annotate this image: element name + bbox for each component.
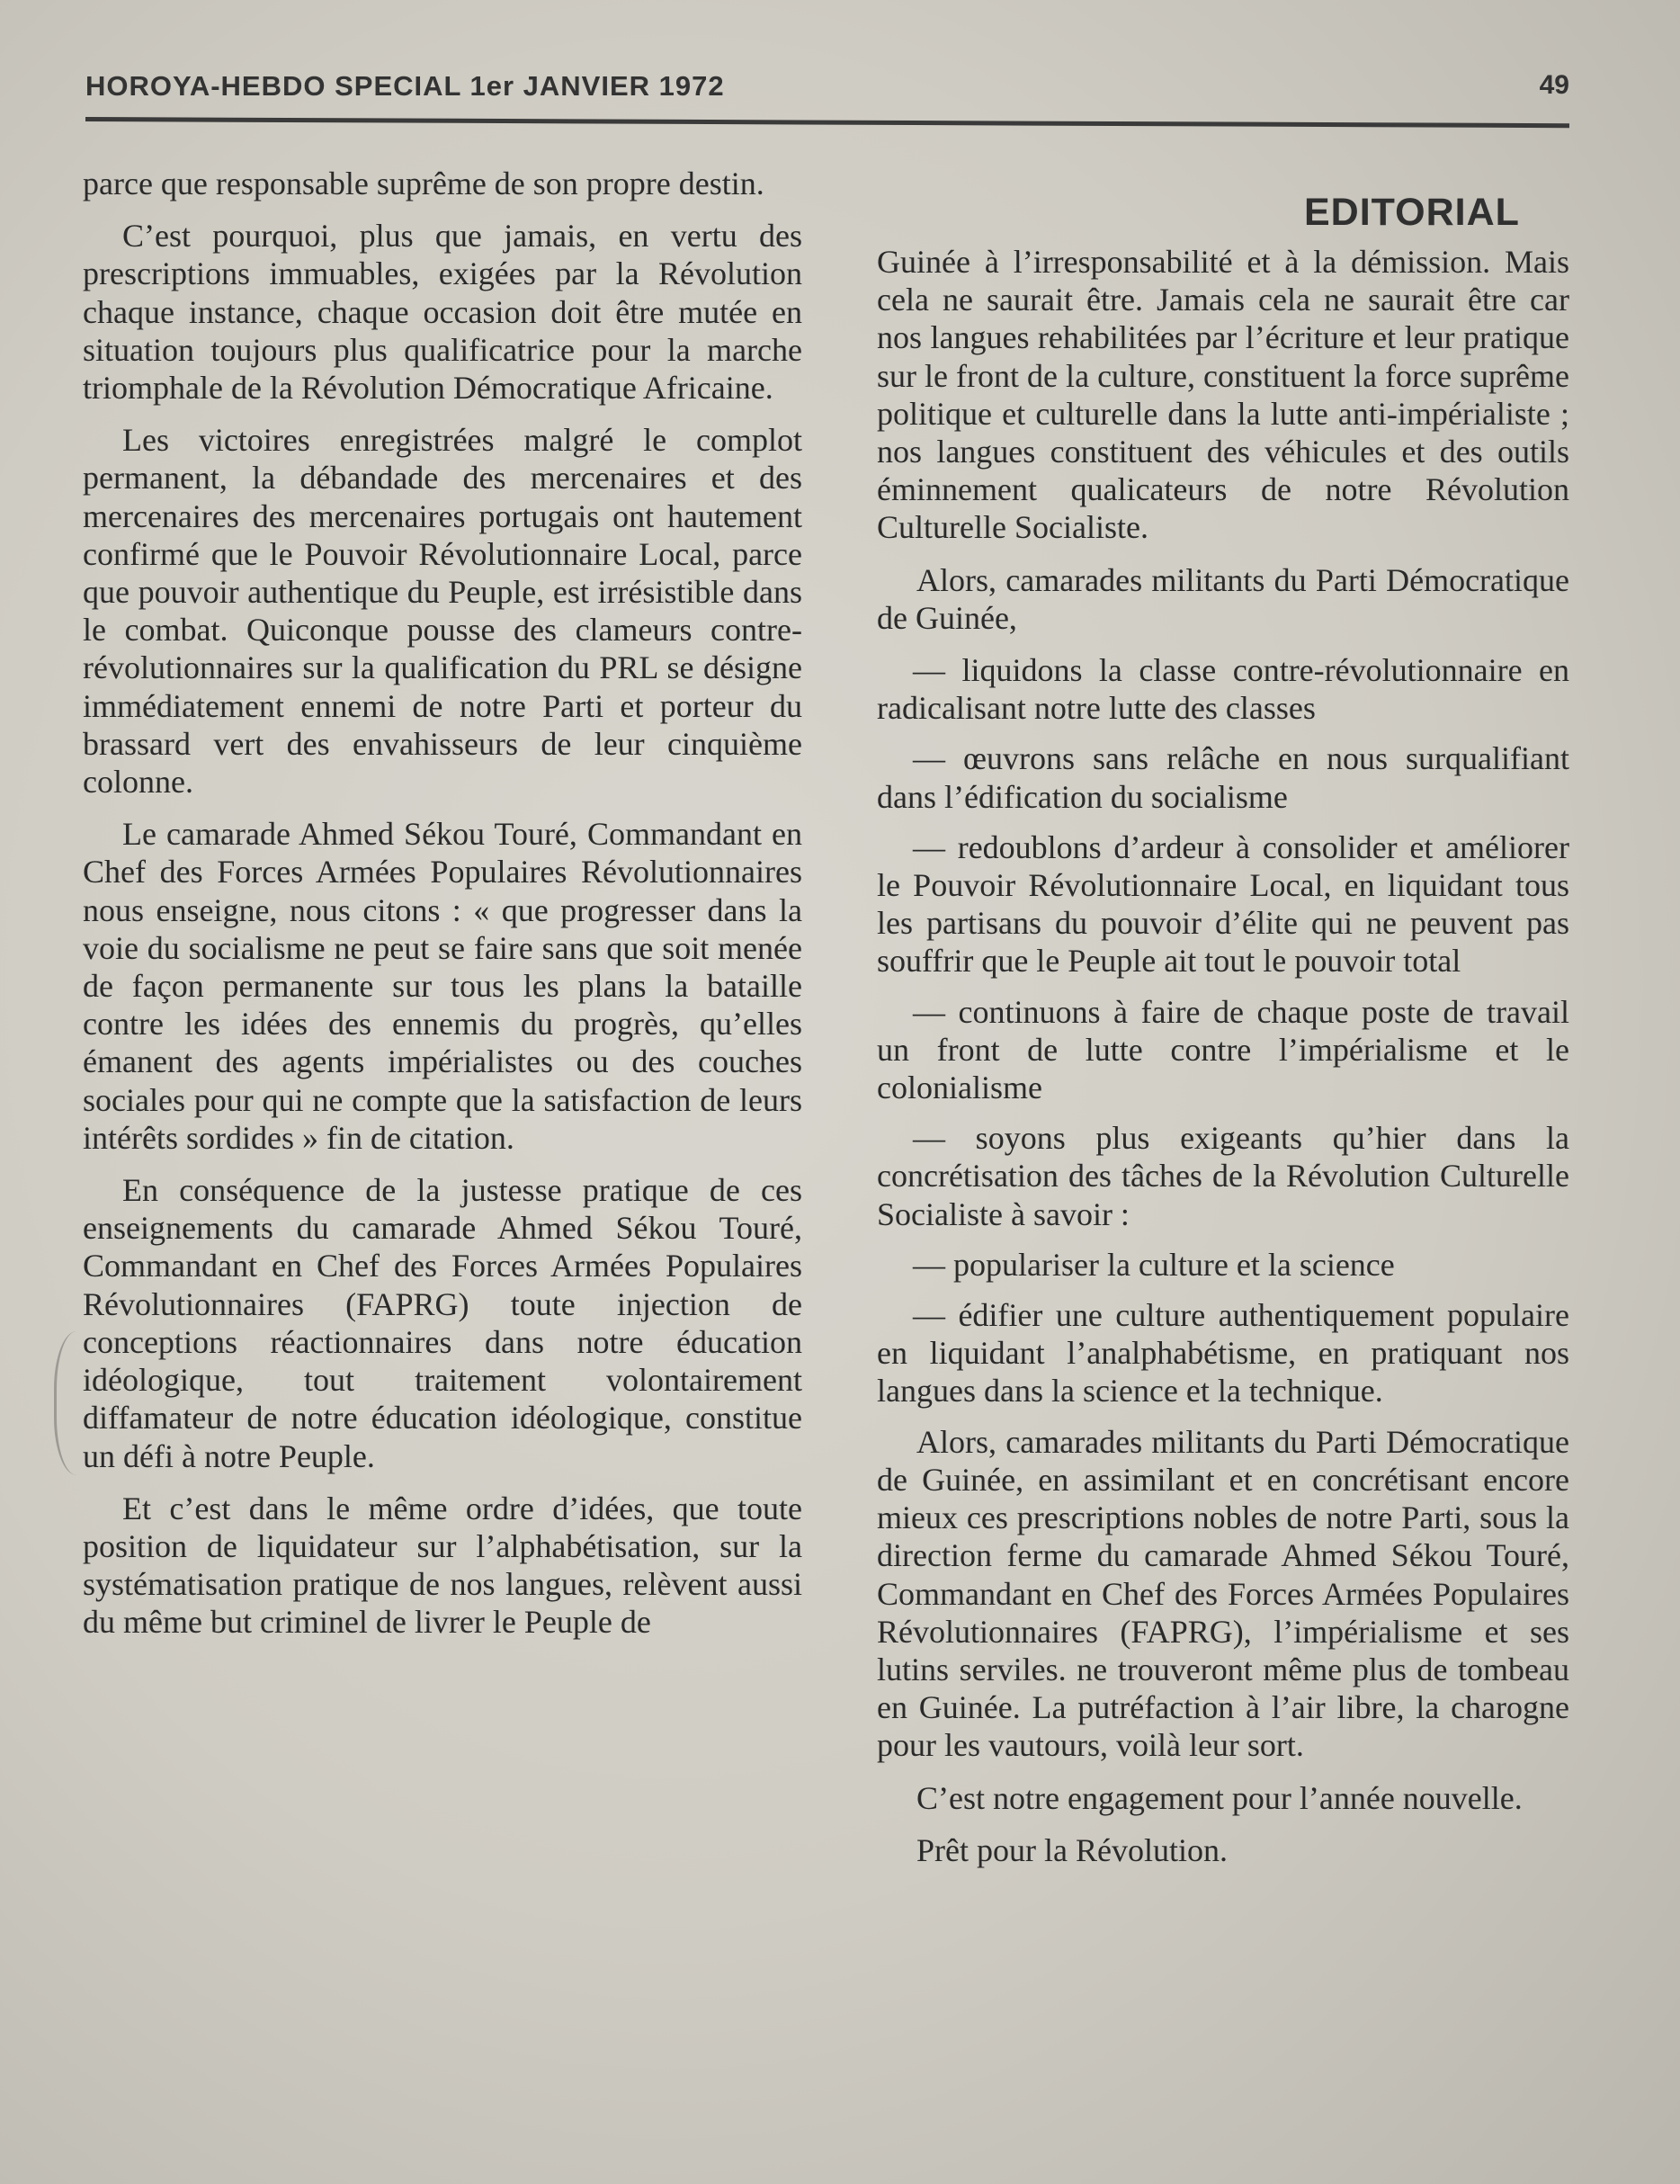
- closing-line: Prêt pour la Révolution.: [916, 1831, 1228, 1868]
- paragraph: C’est notre engagement pour l’année nouvelle.: [916, 1779, 1523, 1816]
- list-item: — liquidons la classe contre-révolutionnaire en radicalisant notre lutte des classes: [877, 652, 1569, 727]
- paragraph: parce que responsable suprême de son propre destin.: [83, 166, 764, 201]
- left-column: [83, 165, 802, 1642]
- paragraph: Guinée à l’irresponsabilité et à la démission. Mais cela ne saurait être. Jamais cela ne saurait être car nos langues rehabilitées par l’écriture et leur pratique sur le front de la culture, constituent la force suprême politique et culturelle dans la lutte anti-impérialiste ; nos langues constituent des véhicules et des outils éminnement qualicateurs de notre Révolution Culturelle Socialiste.: [877, 244, 1569, 546]
- list-item: — redoublons d’ardeur à consolider et améliorer le Pouvoir Révolutionnaire Local, en liquidant tous les partisans du pouvoir d’élite qui ne peuvent pas souffrir que le Peuple ait tout le pouvoir total: [877, 828, 1569, 980]
- paragraph: Alors, camarades militants du Parti Démocratique de Guinée, en assimilant et en concrétisant encore mieux ces prescriptions nobles de notre Parti, sous la direction ferme du camarade Ahmed Sékou Touré, Commandant en Chef des Forces Armées Populaires Révolutionnaires (FAPRG), l’impérialisme et ses lutins serviles. ne trouveront même plus de tombeau en Guinée. La putréfaction à l’air libre, la charogne pour les vautours, voilà leur sort.: [877, 1423, 1569, 1764]
- header-rule: [85, 117, 1569, 128]
- right-column: [877, 243, 1569, 1869]
- list-item: — édifier une culture authentiquement populaire en liquidant l’analphabétisme, en pratiquant nos langues dans la science et la technique.: [877, 1297, 1569, 1410]
- list-item: — continuons à faire de chaque poste de travail un front de lutte contre l’impérialisme et le colonialisme: [877, 993, 1569, 1106]
- list-item: — soyons plus exigeants qu’hier dans la concrétisation des tâches de la Révolution Culturelle Socialiste à savoir :: [877, 1120, 1569, 1232]
- paper-tear-mark: [54, 1331, 111, 1475]
- paragraph: C’est pourquoi, plus que jamais, en vertu des prescriptions immuables, exigées par la Révolution chaque instance, chaque occasion doit être mutée en situation toujours plus qualificatrice pour la marche triomphale de la Révolution Démocratique Africaine.: [83, 218, 802, 407]
- list-item: — œuvrons sans relâche en nous surqualifiant dans l’édification du socialisme: [877, 740, 1569, 815]
- paragraph: Les victoires enregistrées malgré le complot permanent, la débandade des mercenaires et des mercenaires des mercenaires portugais ont hautement confirmé que le Pouvoir Révolutionnaire Local, parce que pouvoir authentique du Peuple, est irrésistible dans le combat. Quiconque pousse des clameurs contre-révolutionnaires sur la qualification du PRL se désigne immédiatement ennemi de notre Parti et porteur du brassard vert des envahisseurs de leur cinquième colonne.: [83, 422, 802, 801]
- editorial-title: EDITORIAL: [1304, 191, 1520, 234]
- paragraph: En conséquence de la justesse pratique de ces enseignements du camarade Ahmed Sékou Touré, Commandant en Chef des Forces Armées Populaires Révolutionnaires (FAPRG) toute injection de conceptions réactionnaires dans notre éducation idéologique, tout traitement volontairement diffamateur de notre éducation idéologique, constitue un défi à notre Peuple.: [83, 1172, 802, 1474]
- paragraph: Et c’est dans le même ordre d’idées, que toute position de liquidateur sur l’alphabétisation, sur la systématisation pratique de nos langues, relèvent aussi du même but criminel de livrer le Peuple de: [83, 1490, 802, 1641]
- header-title: HOROYA-HEBDO SPECIAL 1er JANVIER 1972: [85, 70, 725, 102]
- page-header: [85, 70, 1569, 106]
- paragraph: Le camarade Ahmed Sékou Touré, Commandant en Chef des Forces Armées Populaires Révolutionnaires nous enseigne, nous citons : « que progresser dans la voie du socialisme ne peut se faire sans que soit menée de façon permanente sur tous les plans la bataille contre les idées des ennemis du progrès, qu’elles émanent des agents impérialistes ou des couches sociales pour qui ne compte que la satisfaction de leurs intérêts sordides » fin de citation.: [83, 816, 802, 1156]
- list-item: — populariser la culture et la science: [913, 1246, 1395, 1283]
- paragraph: Alors, camarades militants du Parti Démocratique de Guinée,: [877, 561, 1569, 636]
- page-number: 49: [1539, 70, 1569, 100]
